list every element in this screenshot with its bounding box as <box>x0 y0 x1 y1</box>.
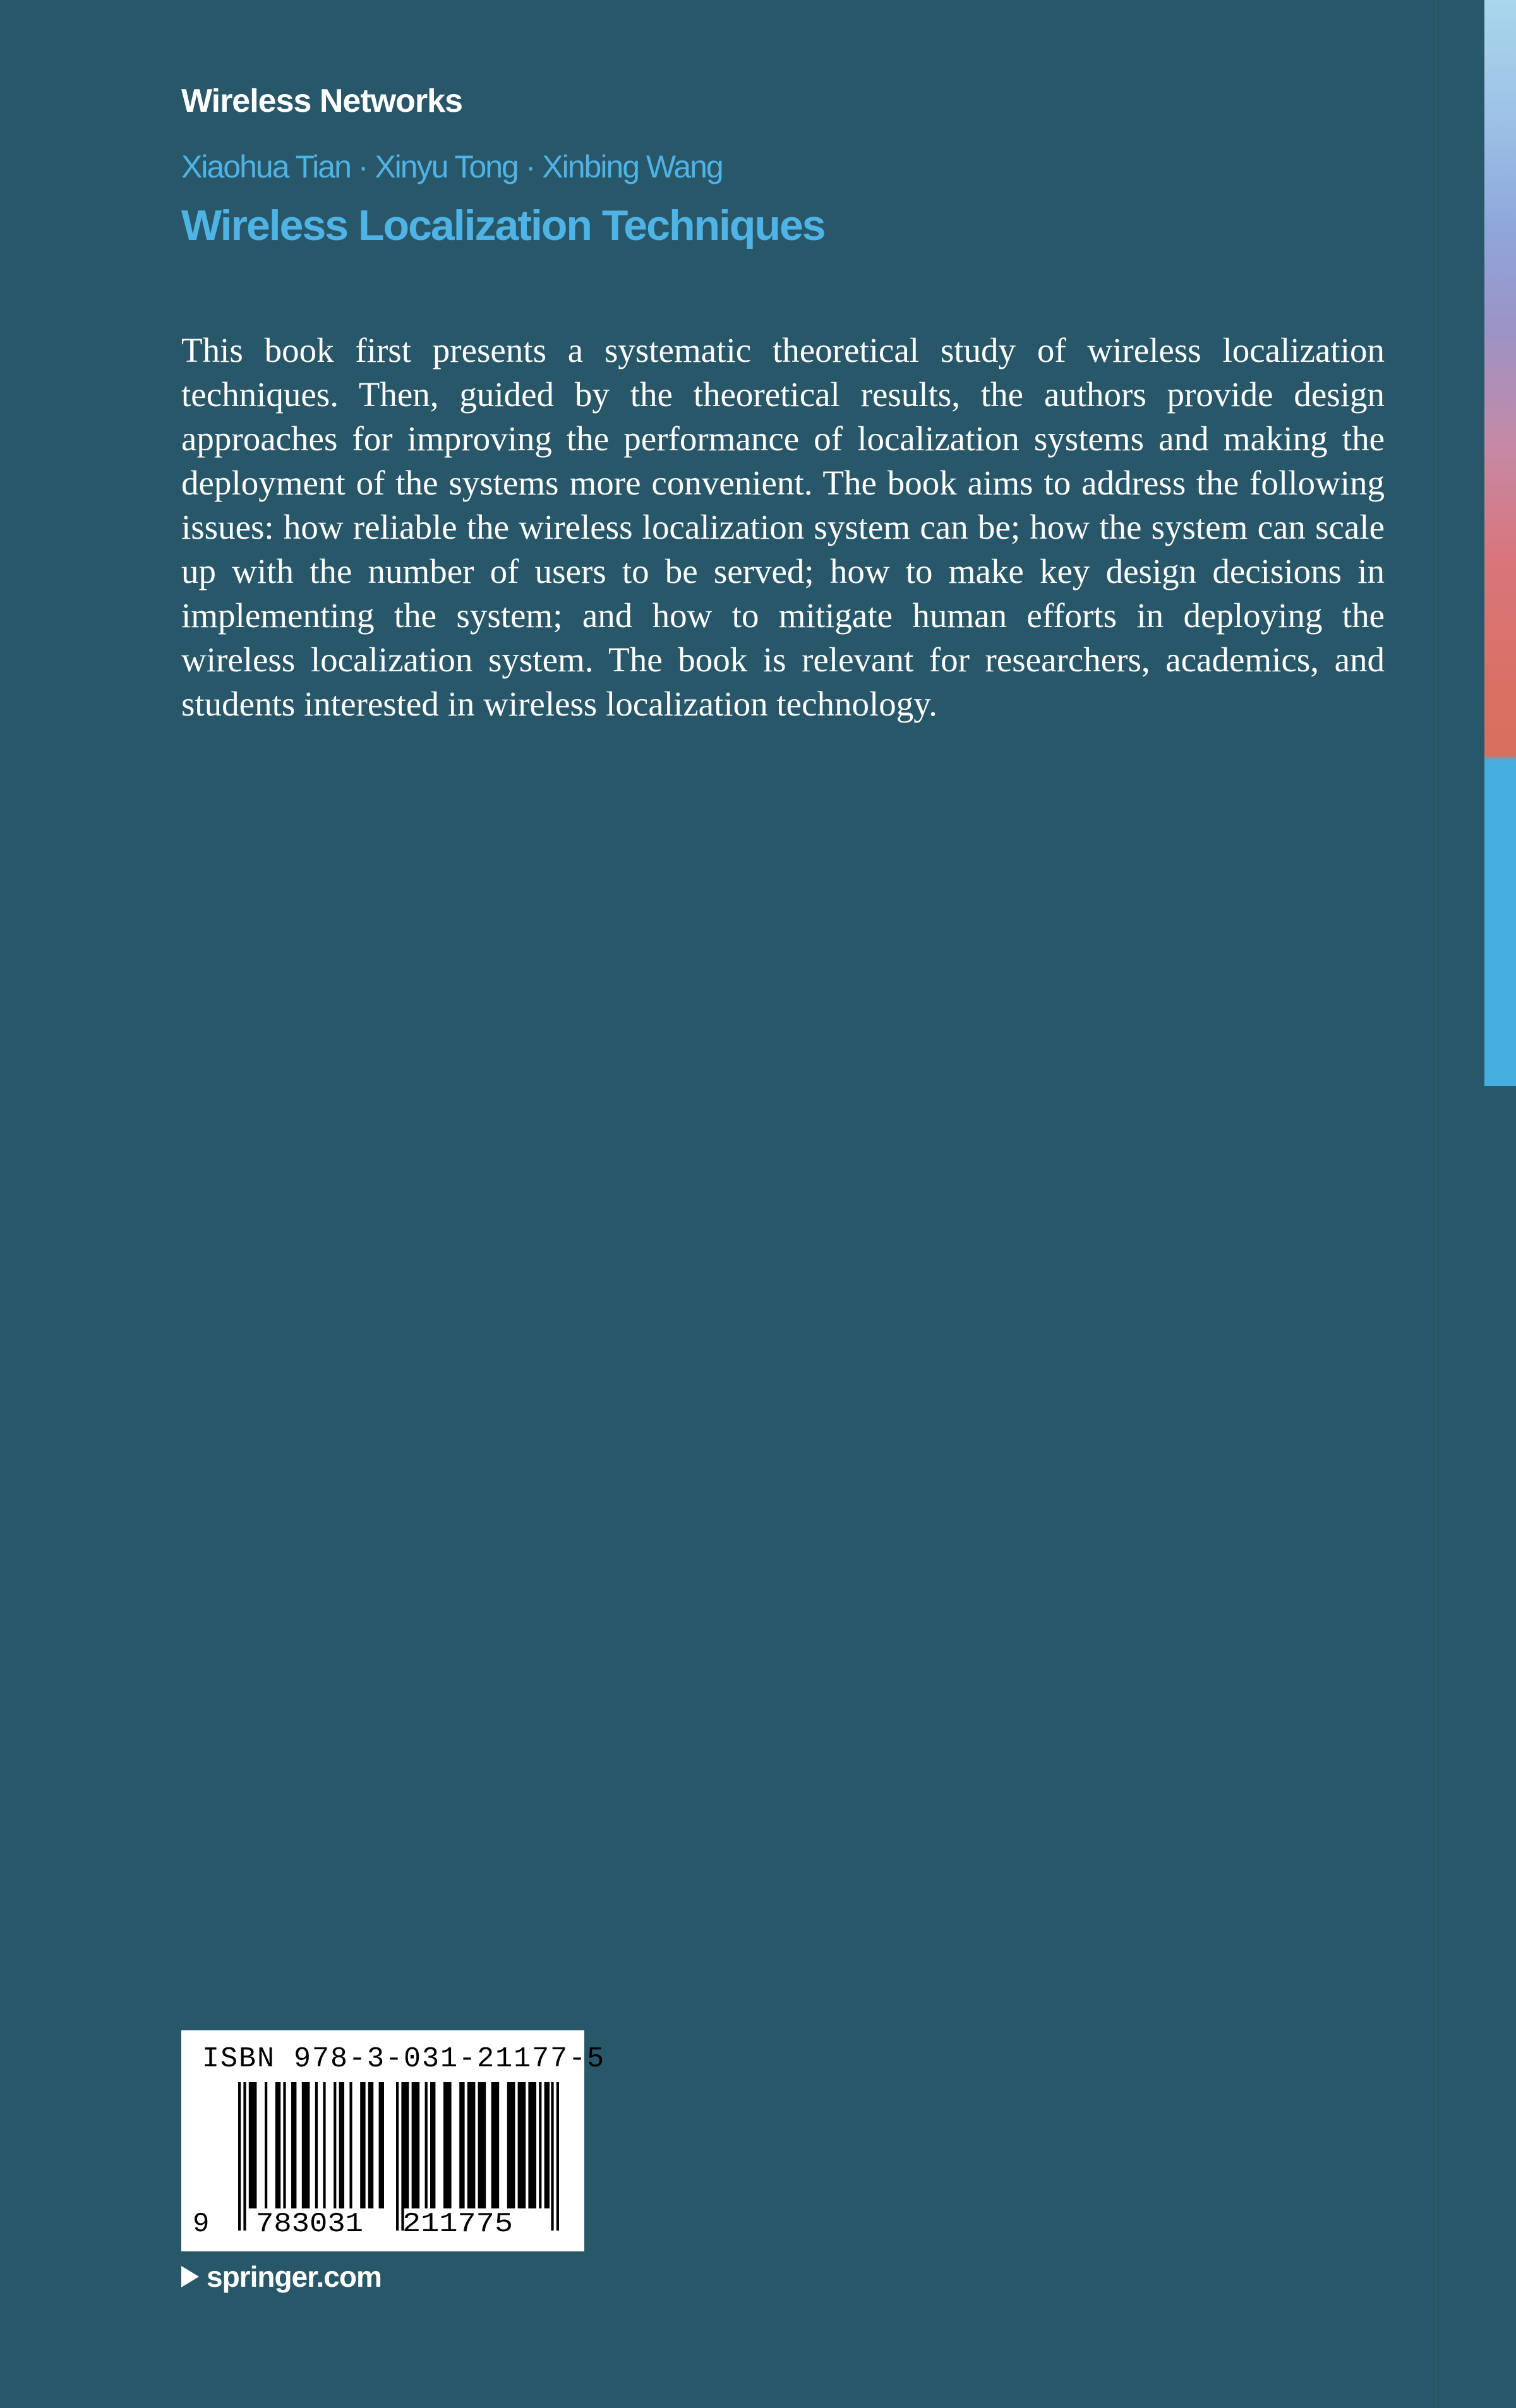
publisher-url[interactable]: springer.com <box>207 2260 382 2293</box>
barcode-bar <box>349 2082 352 2208</box>
barcode-bar <box>334 2082 336 2208</box>
barcode-graphic <box>181 2030 584 2251</box>
barcode-bar <box>443 2082 452 2208</box>
barcode-digit-first: 9 <box>193 2208 210 2240</box>
barcode-bar <box>556 2082 559 2231</box>
barcode-bar <box>507 2082 515 2208</box>
barcode-bar <box>467 2082 476 2208</box>
barcode-bar <box>302 2082 310 2208</box>
triangle-right-icon <box>181 2266 199 2287</box>
barcode-bar <box>518 2082 526 2208</box>
barcode-bar <box>265 2082 267 2208</box>
spine-color-strip <box>1484 0 1516 1086</box>
barcode-bar <box>544 2082 550 2208</box>
barcode-bar <box>275 2082 280 2208</box>
barcode-bar <box>379 2082 384 2208</box>
barcode-bar <box>528 2082 536 2208</box>
isbn-label: ISBN 978-3-031-21177-5 <box>202 2043 606 2075</box>
isbn-barcode <box>181 2030 606 2251</box>
series-title: Wireless Networks <box>181 83 462 119</box>
authors: Xiaohua Tian · Xinyu Tong · Xinbing Wang <box>181 149 723 184</box>
barcode-bar <box>243 2082 246 2231</box>
barcode-bar <box>412 2082 420 2208</box>
barcode-bar <box>478 2082 486 2208</box>
barcode-bar <box>291 2082 296 2208</box>
barcode-bar <box>396 2082 399 2231</box>
barcode-bar <box>459 2082 464 2208</box>
barcode-digits-right: 211775 <box>402 2208 513 2240</box>
barcode-bar <box>249 2082 257 2208</box>
publisher-link[interactable] <box>181 2258 382 2296</box>
barcode-bar <box>315 2082 318 2208</box>
barcode-bar <box>551 2082 553 2231</box>
barcode-bar <box>491 2082 500 2208</box>
barcode-bar <box>339 2082 344 2208</box>
barcode-bar <box>368 2082 373 2208</box>
barcode-bar <box>323 2082 325 2208</box>
barcode-bar <box>430 2082 435 2208</box>
book-description: This book first presents a systematic theoretical study of wireless localization techniques. Then, guided by the theoretical results, the authors provide design approaches for improving the performance of localization systems and making the deployment of the systems more convenient. The book aims to address the following issues: how reliable the wireless localization system can be; how the system can scale up with the number of users to be served; how to make key design decisions in implementing the system; and how to mitigate human efforts in deploying the wireless localization system. The book is relevant for researchers, academics, and students interested in wireless localization technology. <box>181 331 1385 723</box>
barcode-bar <box>404 2082 409 2208</box>
barcode-bar <box>283 2082 286 2208</box>
fold-line <box>1434 0 1438 2408</box>
barcode-digits-left: 783031 <box>256 2208 363 2240</box>
book-title: Wireless Localization Techniques <box>181 201 825 249</box>
barcode-bar <box>539 2082 541 2208</box>
barcode-bar <box>238 2082 241 2231</box>
barcode-bar <box>425 2082 428 2208</box>
barcode-bar <box>360 2082 365 2208</box>
